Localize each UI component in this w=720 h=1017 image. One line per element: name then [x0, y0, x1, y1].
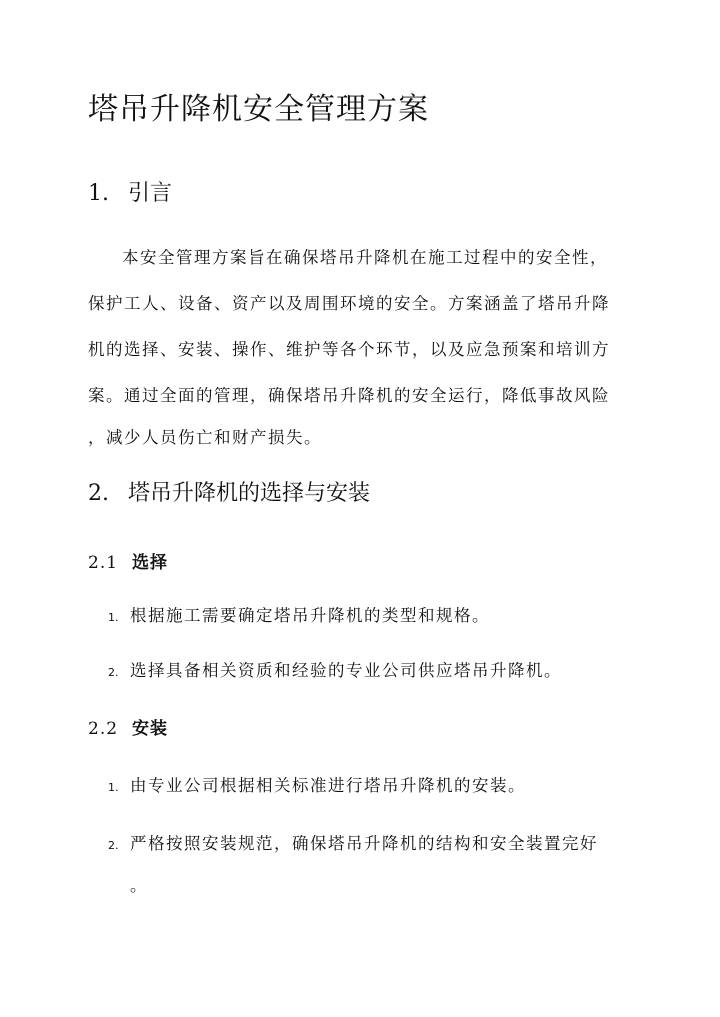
list-item: [108, 602, 490, 626]
section-title: 引言: [128, 181, 173, 206]
list-item-continuation: 。: [130, 876, 147, 895]
paragraph-line: 案。通过全面的管理，确保塔吊升降机的安全运行，降低事故风险: [88, 386, 610, 405]
subsection-number: 2.1: [88, 553, 119, 573]
list-item-text: 选择具备相关资质和经验的专业公司供应塔吊升降机。: [130, 661, 562, 680]
list-marker: 1.: [108, 781, 119, 794]
list-item: [108, 657, 562, 681]
subsection-number: 2.2: [88, 719, 119, 739]
list-marker: 2.: [108, 666, 119, 679]
list-item-text: 由专业公司根据相关标准进行塔吊升降机的安装。: [130, 776, 526, 795]
subsection-2-2-heading: [88, 714, 168, 739]
list-item: [108, 772, 526, 796]
subsection-2-1-heading: [88, 548, 168, 573]
subsection-title: 安装: [132, 719, 168, 739]
list-item: [108, 830, 598, 854]
section-2-heading: [88, 476, 370, 507]
list-item-text: 根据施工需要确定塔吊升降机的类型和规格。: [130, 606, 490, 625]
section-title: 塔吊升降机的选择与安装: [128, 481, 371, 506]
paragraph-line: ，减少人员伤亡和财产损失。: [88, 428, 322, 447]
document-title: 塔吊升降机安全管理方案: [88, 92, 429, 127]
list-marker: 2.: [108, 839, 119, 852]
paragraph-line: 机的选择、安装、操作、维护等各个环节，以及应急预案和培训方: [88, 340, 610, 359]
section-1-heading: [88, 176, 172, 207]
paragraph-line: 保护工人、设备、资产以及周围环境的安全。方案涵盖了塔吊升降: [88, 294, 610, 313]
paragraph-line: 本安全管理方案旨在确保塔吊升降机在施工过程中的安全性，: [122, 248, 608, 267]
list-marker: 1.: [108, 611, 119, 624]
subsection-title: 选择: [132, 553, 168, 573]
list-item-text: 严格按照安装规范，确保塔吊升降机的结构和安全装置完好: [130, 834, 598, 853]
section-number: 1.: [88, 181, 109, 206]
section-number: 2.: [88, 481, 109, 506]
